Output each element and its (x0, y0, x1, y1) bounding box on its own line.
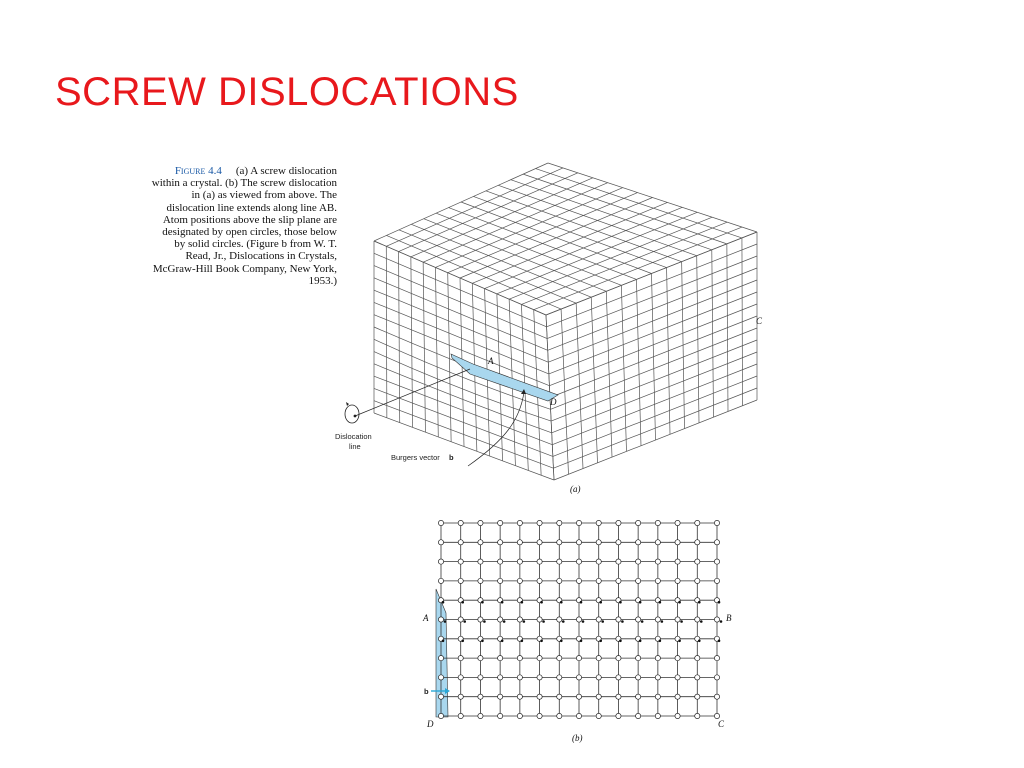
atom-solid (619, 601, 622, 604)
atom-solid (720, 620, 723, 623)
atom-solid (641, 620, 644, 623)
atom-open (498, 694, 503, 699)
atom-open (537, 675, 542, 680)
atom-open (596, 694, 601, 699)
atom-open (498, 675, 503, 680)
atom-open (576, 713, 581, 718)
atom-open (655, 559, 660, 564)
atom-solid (481, 640, 484, 643)
atom-open (616, 578, 621, 583)
atom-solid (481, 601, 484, 604)
atom-open (714, 617, 719, 622)
atom-open (557, 559, 562, 564)
atom-open (458, 540, 463, 545)
atom-solid (442, 601, 445, 604)
atom-open (695, 520, 700, 525)
atom-open (576, 520, 581, 525)
atom-open (498, 656, 503, 661)
atom-open (458, 656, 463, 661)
label-point-a: A (488, 356, 494, 366)
atom-open (498, 559, 503, 564)
atom-open (576, 617, 581, 622)
atom-open (478, 578, 483, 583)
atom-open (636, 713, 641, 718)
atom-open (655, 617, 660, 622)
atom-open (576, 675, 581, 680)
atom-open (557, 656, 562, 661)
atom-open (537, 694, 542, 699)
atom-open (557, 520, 562, 525)
atom-open (675, 713, 680, 718)
atom-solid (523, 620, 526, 623)
atom-open (478, 520, 483, 525)
atom-solid (599, 601, 602, 604)
atom-solid (621, 620, 624, 623)
atom-open (596, 656, 601, 661)
atom-open (438, 559, 443, 564)
atom-open (557, 578, 562, 583)
atom-open (517, 713, 522, 718)
atom-open (498, 578, 503, 583)
atom-open (675, 675, 680, 680)
atom-open (498, 617, 503, 622)
atom-solid (599, 640, 602, 643)
atom-solid (698, 601, 701, 604)
atom-solid (718, 601, 721, 604)
atom-open (537, 559, 542, 564)
atom-open (458, 520, 463, 525)
atom-open (616, 675, 621, 680)
atom-open (714, 578, 719, 583)
atom-open (498, 540, 503, 545)
atom-open (537, 656, 542, 661)
atom-open (616, 656, 621, 661)
atom-solid (718, 640, 721, 643)
atom-solid (540, 601, 543, 604)
atom-open (636, 694, 641, 699)
label-corner-c: C (756, 316, 763, 326)
atom-open (438, 520, 443, 525)
atom-open (675, 578, 680, 583)
atom-open (537, 713, 542, 718)
atom-open (576, 656, 581, 661)
atom-open (616, 540, 621, 545)
atom-open (675, 617, 680, 622)
atom-positions (438, 520, 722, 718)
atom-open (478, 540, 483, 545)
atom-solid (463, 620, 466, 623)
atom-open (695, 675, 700, 680)
atom-open (596, 675, 601, 680)
atom-open (655, 520, 660, 525)
atom-solid (659, 601, 662, 604)
atom-open (478, 675, 483, 680)
atom-open (478, 656, 483, 661)
atom-open (616, 713, 621, 718)
atom-open (478, 713, 483, 718)
slide-title: SCREW DISLOCATIONS (55, 70, 519, 114)
atom-open (498, 713, 503, 718)
atom-solid (639, 640, 642, 643)
label-point-a: A (423, 613, 429, 623)
atom-open (438, 617, 443, 622)
atom-solid (580, 601, 583, 604)
atom-open (675, 559, 680, 564)
atom-solid (521, 601, 524, 604)
atom-open (438, 675, 443, 680)
atom-solid (444, 620, 447, 623)
atom-open (478, 694, 483, 699)
atom-open (458, 713, 463, 718)
atom-open (636, 540, 641, 545)
atom-solid (540, 640, 543, 643)
atom-solid (461, 640, 464, 643)
figure-a-sublabel: (a) (570, 484, 581, 494)
atom-open (655, 540, 660, 545)
atom-open (596, 578, 601, 583)
atom-open (695, 694, 700, 699)
atom-open (596, 559, 601, 564)
atom-open (714, 520, 719, 525)
atom-open (458, 694, 463, 699)
atom-solid (483, 620, 486, 623)
atom-solid (582, 620, 585, 623)
atom-open (537, 617, 542, 622)
atom-open (557, 675, 562, 680)
atom-solid (501, 601, 504, 604)
atom-solid (700, 620, 703, 623)
atom-open (517, 559, 522, 564)
atom-open (517, 656, 522, 661)
label-point-b: B (726, 613, 732, 623)
label-point-d: D (427, 719, 434, 729)
atom-open (557, 540, 562, 545)
atom-open (596, 713, 601, 718)
atom-open (714, 675, 719, 680)
label-point-c: C (718, 719, 725, 729)
atom-open (636, 675, 641, 680)
caption-text: (a) A screw dislocation within a crystal. (b) The screw dislocation in (a) as viewed from above. The dislocation line extends along line AB. Atom positions above the slip plane are designated by open circles, those below by solid circles. (Figure b from W. T. Read, Jr., Dislocations in Crystals, McGraw-Hill Book Company, New York, 1953.) (151, 165, 337, 287)
atom-open (616, 694, 621, 699)
atom-open (537, 540, 542, 545)
atom-open (576, 578, 581, 583)
atom-open (517, 578, 522, 583)
atom-solid (698, 640, 701, 643)
atom-open (438, 578, 443, 583)
atom-open (655, 713, 660, 718)
atom-open (576, 559, 581, 564)
atom-open (517, 540, 522, 545)
atom-open (714, 694, 719, 699)
atom-open (557, 713, 562, 718)
atom-open (655, 675, 660, 680)
atom-solid (659, 640, 662, 643)
atom-solid (580, 640, 583, 643)
atom-open (438, 656, 443, 661)
atom-solid (680, 620, 683, 623)
atom-open (714, 713, 719, 718)
atom-open (636, 656, 641, 661)
atom-open (458, 578, 463, 583)
atom-open (616, 559, 621, 564)
atom-solid (461, 601, 464, 604)
atom-open (478, 617, 483, 622)
atom-open (675, 694, 680, 699)
label-burgers-b: b (449, 453, 454, 462)
atom-solid (503, 620, 506, 623)
atom-open (537, 520, 542, 525)
atom-open (458, 559, 463, 564)
atom-solid (639, 601, 642, 604)
atom-solid (678, 640, 681, 643)
atom-open (695, 559, 700, 564)
atom-solid (542, 620, 545, 623)
atom-open (576, 694, 581, 699)
label-dislocation: Dislocation (335, 432, 372, 441)
figure-b-sublabel: (b) (572, 733, 583, 743)
atom-solid (661, 620, 664, 623)
atom-open (655, 578, 660, 583)
atom-open (636, 520, 641, 525)
atom-open (537, 578, 542, 583)
atom-open (458, 675, 463, 680)
atom-open (714, 559, 719, 564)
atom-solid (501, 640, 504, 643)
atom-open (655, 656, 660, 661)
atom-open (458, 617, 463, 622)
atom-open (517, 675, 522, 680)
atom-solid (619, 640, 622, 643)
atom-solid (678, 601, 681, 604)
atom-open (714, 656, 719, 661)
atom-open (695, 578, 700, 583)
atom-open (438, 694, 443, 699)
atom-open (596, 617, 601, 622)
label-point-d: D (550, 397, 557, 407)
atom-open (596, 520, 601, 525)
atom-open (616, 520, 621, 525)
atom-solid (562, 620, 565, 623)
atom-open (596, 540, 601, 545)
figure-label: Figure 4.4 (174, 165, 222, 177)
atom-open (576, 540, 581, 545)
atom-open (675, 520, 680, 525)
atom-open (714, 540, 719, 545)
atom-open (478, 559, 483, 564)
atom-solid (560, 640, 563, 643)
atom-open (695, 540, 700, 545)
atom-open (557, 694, 562, 699)
atom-solid (521, 640, 524, 643)
atom-open (498, 520, 503, 525)
atom-open (517, 520, 522, 525)
atom-open (655, 694, 660, 699)
atom-solid (560, 601, 563, 604)
atom-open (636, 559, 641, 564)
atom-open (695, 656, 700, 661)
atom-open (695, 713, 700, 718)
atom-solid (442, 640, 445, 643)
atom-open (636, 617, 641, 622)
label-burgers-vector: Burgers vector (391, 453, 440, 462)
label-dislocation-line: line (349, 442, 361, 451)
atom-open (616, 617, 621, 622)
label-burgers-b: b (424, 687, 429, 696)
atom-open (438, 540, 443, 545)
atom-open (636, 578, 641, 583)
atom-open (438, 713, 443, 718)
atom-open (517, 617, 522, 622)
atom-open (557, 617, 562, 622)
atom-open (517, 694, 522, 699)
atom-solid (601, 620, 604, 623)
atom-open (675, 656, 680, 661)
atom-open (675, 540, 680, 545)
atom-open (695, 617, 700, 622)
